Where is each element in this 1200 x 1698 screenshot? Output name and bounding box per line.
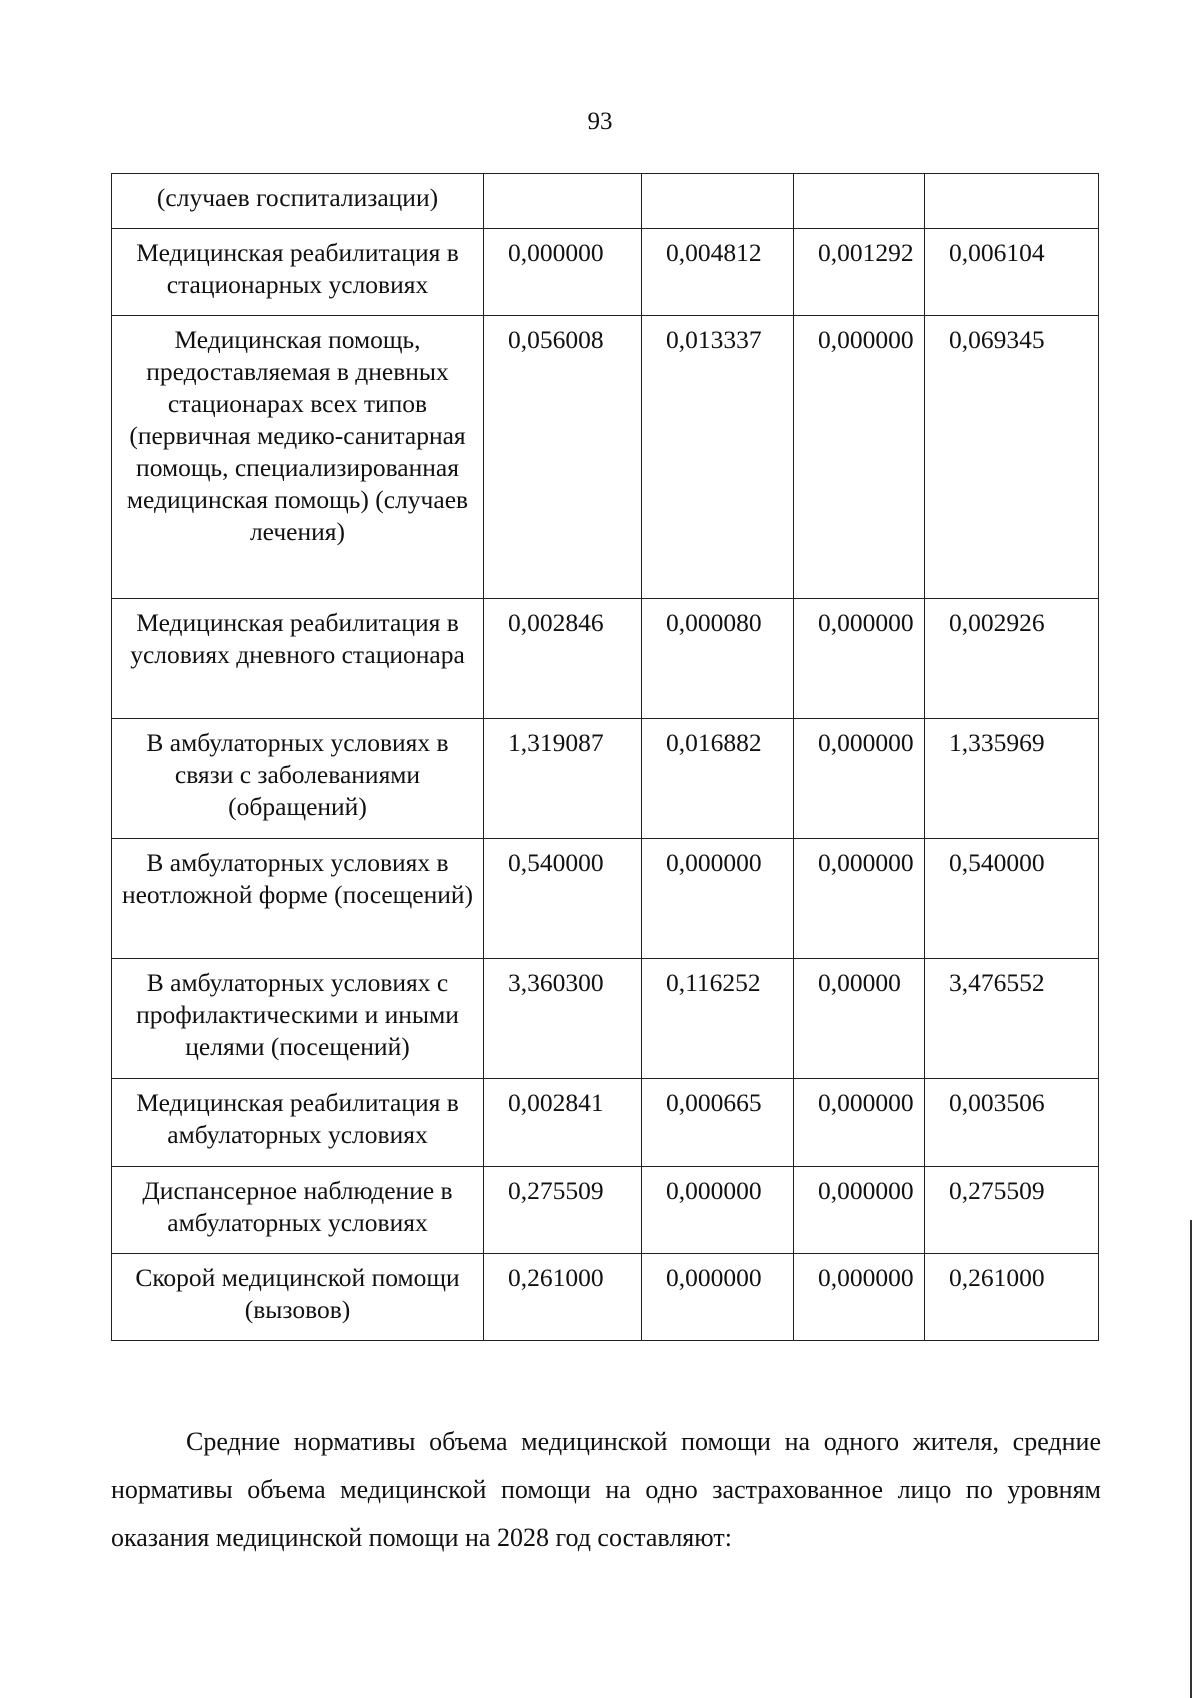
value-cell: 1,319087 <box>484 719 642 839</box>
value-cell: 0,000000 <box>484 229 642 316</box>
value-cell: 0,006104 <box>925 229 1099 316</box>
table-row <box>112 1254 1099 1341</box>
value-cell: 0,000000 <box>794 1254 925 1341</box>
body-paragraph: Средние нормативы объема медицинской помощи на одного жителя, средние нормативы объема медицинской помощи на одно застрахованное лицо по уровням оказания медицинской помощи на 2028 год составляют: <box>111 1427 1101 1552</box>
value-cell <box>794 174 925 229</box>
value-cell: 0,003506 <box>925 1079 1099 1167</box>
value-cell: 0,013337 <box>642 316 794 599</box>
value-cell <box>925 174 1099 229</box>
value-cell: 0,002926 <box>925 599 1099 719</box>
value-cell: 0,275509 <box>484 1167 642 1254</box>
value-cell: 0,000000 <box>794 719 925 839</box>
value-cell: 0,000000 <box>642 1254 794 1341</box>
value-cell: 0,275509 <box>925 1167 1099 1254</box>
row-label: Скорой медицинской помощи (вызовов) <box>112 1254 484 1341</box>
table-row <box>112 229 1099 316</box>
value-cell: 0,004812 <box>642 229 794 316</box>
table-row <box>112 316 1099 599</box>
table-row <box>112 839 1099 959</box>
value-cell: 0,069345 <box>925 316 1099 599</box>
table-row <box>112 959 1099 1079</box>
table-row <box>112 1167 1099 1254</box>
row-label: (случаев госпитализации) <box>112 174 484 229</box>
value-cell: 0,000000 <box>794 839 925 959</box>
row-label: В амбулаторных условиях в связи с заболеваниями (обращений) <box>112 719 484 839</box>
row-label: В амбулаторных условиях в неотложной форме (посещений) <box>112 839 484 959</box>
value-cell <box>642 174 794 229</box>
value-cell: 0,000000 <box>794 1079 925 1167</box>
row-label: Медицинская реабилитация в стационарных условиях <box>112 229 484 316</box>
table-row <box>112 599 1099 719</box>
row-label: Диспансерное наблюдение в амбулаторных условиях <box>112 1167 484 1254</box>
row-label: В амбулаторных условиях с профилактическими и иными целями (посещений) <box>112 959 484 1079</box>
value-cell: 3,360300 <box>484 959 642 1079</box>
value-cell: 0,000000 <box>642 1167 794 1254</box>
value-cell: 0,540000 <box>925 839 1099 959</box>
table-row <box>112 174 1099 229</box>
value-cell: 0,261000 <box>484 1254 642 1341</box>
value-cell: 0,261000 <box>925 1254 1099 1341</box>
value-cell: 0,002841 <box>484 1079 642 1167</box>
value-cell: 3,476552 <box>925 959 1099 1079</box>
value-cell: 0,002846 <box>484 599 642 719</box>
scan-edge-line <box>1190 1220 1192 1698</box>
value-cell: 0,056008 <box>484 316 642 599</box>
value-cell: 1,335969 <box>925 719 1099 839</box>
value-cell: 0,000000 <box>794 599 925 719</box>
row-label: Медицинская помощь, предоставляемая в дневных стационарах всех типов (первичная медико-санитарная помощь, специализированная медицинская помощь) (случаев лечения) <box>112 316 484 599</box>
table-row <box>112 719 1099 839</box>
value-cell: 0,000665 <box>642 1079 794 1167</box>
value-cell: 0,116252 <box>642 959 794 1079</box>
row-label: Медицинская реабилитация в условиях дневного стационара <box>112 599 484 719</box>
value-cell: 0,016882 <box>642 719 794 839</box>
value-cell: 0,540000 <box>484 839 642 959</box>
value-cell: 0,00000 <box>794 959 925 1079</box>
value-cell: 0,000000 <box>642 839 794 959</box>
row-label: Медицинская реабилитация в амбулаторных условиях <box>112 1079 484 1167</box>
value-cell: 0,000000 <box>794 1167 925 1254</box>
table-row <box>112 1079 1099 1167</box>
value-cell: 0,001292 <box>794 229 925 316</box>
value-cell <box>484 174 642 229</box>
page-number: 93 <box>587 108 613 135</box>
value-cell: 0,000000 <box>794 316 925 599</box>
norms-table <box>111 173 1099 1341</box>
value-cell: 0,000080 <box>642 599 794 719</box>
